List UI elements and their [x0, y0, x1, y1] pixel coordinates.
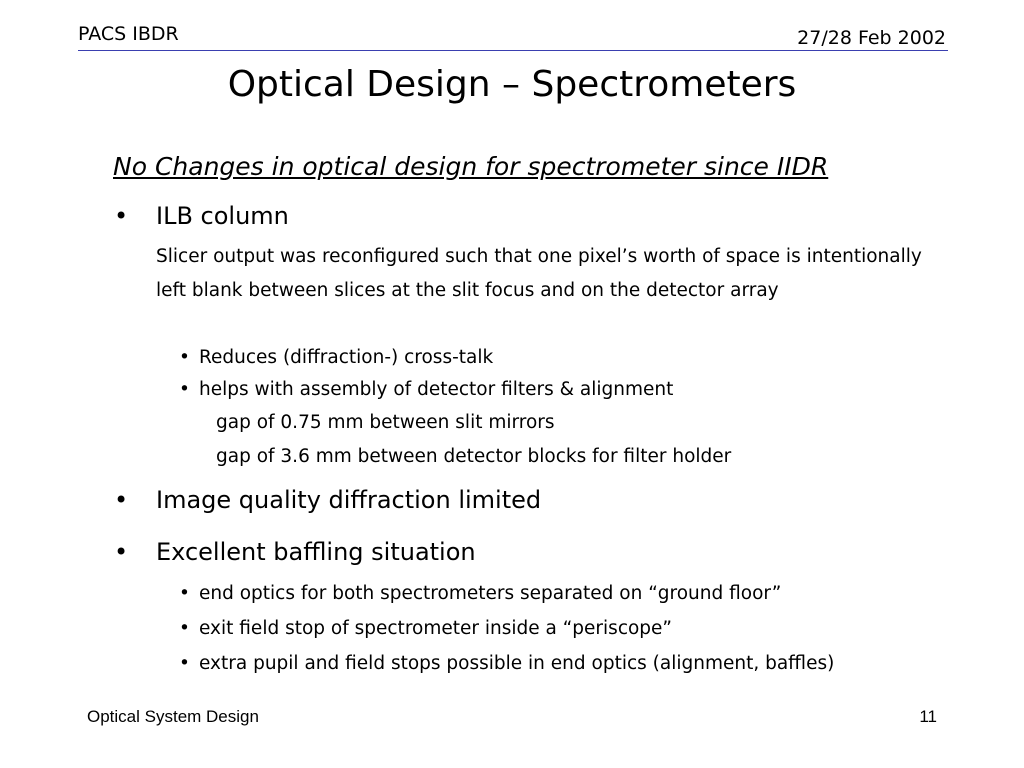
bullet-dot: • [114, 538, 129, 566]
bullet-image-quality-text: Image quality diffraction limited [156, 486, 542, 514]
bullet-dot: • [179, 379, 190, 400]
bullet-baffling-text: Excellent baffling situation [156, 538, 476, 566]
baffling-sub-item-text: end optics for both spectrometers separated on “ground floor” [199, 583, 782, 604]
baffling-sub-item-text: extra pupil and field stops possible in end optics (alignment, baffles) [199, 653, 835, 674]
bullet-dot: • [179, 347, 190, 368]
ilb-sub-item-text: helps with assembly of detector filters & alignment [199, 379, 674, 400]
header-date: 27/28 Feb 2002 [797, 27, 946, 49]
bullet-dot: • [179, 583, 190, 604]
bullet-dot: • [179, 618, 190, 639]
bullet-dot: • [179, 653, 190, 674]
slide-subtitle: No Changes in optical design for spectrometer since IIDR [113, 152, 829, 181]
bullet-dot: • [114, 486, 129, 514]
header-divider [78, 50, 948, 51]
footer-section-name: Optical System Design [87, 707, 259, 726]
ilb-sub-item-text: Reduces (diffraction-) cross-talk [199, 347, 494, 368]
ilb-detail-slit-gap: gap of 0.75 mm between slit mirrors [216, 412, 555, 433]
ilb-paragraph: Slicer output was reconfigured such that one pixel’s worth of space is intentionally left blank between slices at the slit focus and on the detector array [156, 246, 922, 301]
baffling-sub-item-text: exit field stop of spectrometer inside a “periscope” [199, 618, 673, 639]
bullet-ilb-column-text: ILB column [156, 202, 289, 230]
bullet-dot: • [114, 202, 129, 230]
slide-title: Optical Design – Spectrometers [227, 64, 797, 105]
ilb-detail-detector-gap: gap of 3.6 mm between detector blocks for filter holder [216, 446, 732, 467]
header-project-name: PACS IBDR [78, 23, 179, 45]
footer-page-number: 11 [919, 707, 937, 726]
